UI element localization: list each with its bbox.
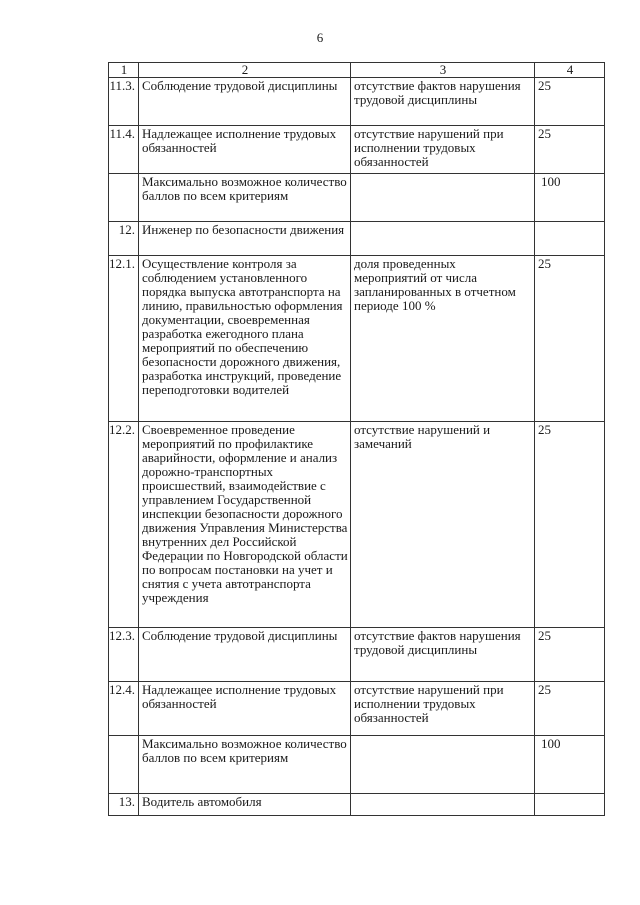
- indicator-cell: [351, 794, 535, 816]
- indicator-cell: доля проведенных мероприятий от числа запланированных в отчетном периоде 100 %: [351, 256, 535, 422]
- row-number: 12.1.: [109, 256, 139, 422]
- criterion-cell: Максимально возможное количество баллов по всем критериям: [139, 174, 351, 222]
- row-number: [109, 174, 139, 222]
- table-row: [109, 794, 605, 816]
- indicator-cell: [351, 222, 535, 256]
- score-cell: 25: [535, 256, 605, 422]
- header-cell: 1: [109, 63, 139, 78]
- criterion-cell: Осуществление контроля за соблюдением установленного порядка выпуска автотранспорта на линию, правильностью оформления документации, своевременная разработка ежегодного плана мероприятий по обеспечению безопасности дорожного движения, разработка инструкций, проведение переподготовки водителей: [139, 256, 351, 422]
- score-cell: 100: [535, 174, 605, 222]
- indicator-cell: отсутствие нарушений и замечаний: [351, 422, 535, 628]
- criterion-cell: Надлежащее исполнение трудовых обязанностей: [139, 682, 351, 736]
- table-row: [109, 736, 605, 794]
- criterion-cell: Своевременное проведение мероприятий по профилактике аварийности, оформление и анализ дорожно-транспортных происшествий, взаимодействие с управлением Государственной инспекции безопасности дорожного движения Управления Министерства внутренних дел Российской Федерации по Новгородской области по вопросам постановки на учет и снятия с учета автотранспорта учреждения: [139, 422, 351, 628]
- criterion-cell: Соблюдение трудовой дисциплины: [139, 628, 351, 682]
- table-row: [109, 682, 605, 736]
- score-cell: 25: [535, 126, 605, 174]
- indicator-cell: отсутствие фактов нарушения трудовой дисциплины: [351, 78, 535, 126]
- criterion-cell: Максимально возможное количество баллов по всем критериям: [139, 736, 351, 794]
- score-cell: 25: [535, 628, 605, 682]
- table-row: [109, 222, 605, 256]
- criterion-cell: Надлежащее исполнение трудовых обязанностей: [139, 126, 351, 174]
- indicator-cell: [351, 736, 535, 794]
- page-number: 6: [316, 30, 324, 45]
- score-cell: 25: [535, 682, 605, 736]
- row-number: 12.3.: [109, 628, 139, 682]
- table-row: [109, 422, 605, 628]
- row-number: 12.4.: [109, 682, 139, 736]
- row-number: 12.2.: [109, 422, 139, 628]
- table-header-row: [109, 63, 605, 78]
- header-cell: 2: [139, 63, 351, 78]
- row-number: [109, 736, 139, 794]
- score-cell: 25: [535, 78, 605, 126]
- row-number: 11.3.: [109, 78, 139, 126]
- row-number: 13.: [109, 794, 139, 816]
- score-cell: 100: [535, 736, 605, 794]
- indicator-cell: [351, 174, 535, 222]
- criteria-table: [108, 62, 605, 816]
- indicator-cell: отсутствие фактов нарушения трудовой дисциплины: [351, 628, 535, 682]
- row-number: 11.4.: [109, 126, 139, 174]
- table-row: [109, 256, 605, 422]
- header-cell: 4: [535, 63, 605, 78]
- table-row: [109, 78, 605, 126]
- criterion-cell: Водитель автомобиля: [139, 794, 351, 816]
- indicator-cell: отсутствие нарушений при исполнении трудовых обязанностей: [351, 682, 535, 736]
- indicator-cell: отсутствие нарушений при исполнении трудовых обязанностей: [351, 126, 535, 174]
- table-row: [109, 628, 605, 682]
- table-row: [109, 126, 605, 174]
- score-cell: [535, 222, 605, 256]
- score-cell: 25: [535, 422, 605, 628]
- row-number: 12.: [109, 222, 139, 256]
- score-cell: [535, 794, 605, 816]
- criterion-cell: Соблюдение трудовой дисциплины: [139, 78, 351, 126]
- table-row: [109, 174, 605, 222]
- header-cell: 3: [351, 63, 535, 78]
- criterion-cell: Инженер по безопасности движения: [139, 222, 351, 256]
